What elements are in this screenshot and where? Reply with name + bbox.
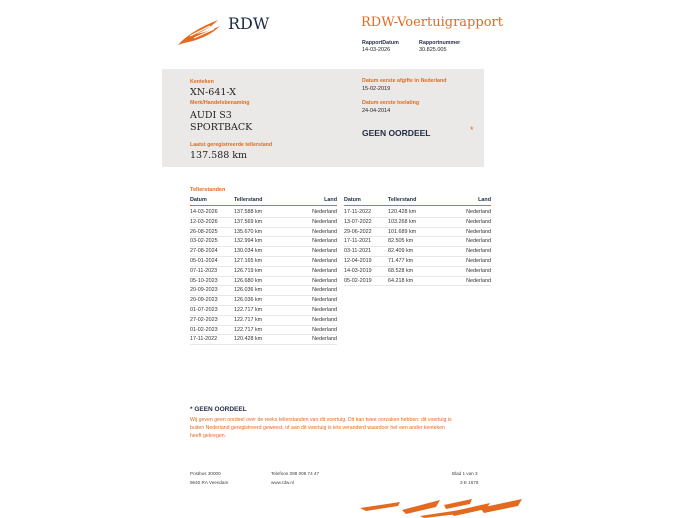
footer-city: 9640 RA Veendam xyxy=(190,480,229,485)
table-row xyxy=(190,217,337,227)
row-date: 29-06-2022 xyxy=(344,228,372,235)
footer-phone: Telefoon 088 008 74 47 xyxy=(271,471,320,476)
footer-web[interactable]: www.rdw.nl xyxy=(271,480,294,485)
note-line-1: Wij geven geen oordeel over de reeks tellerstanden van dit voertuig. Dit kan twee oorzaken hebben: dit voertuig is xyxy=(190,417,452,423)
row-country: Nederland xyxy=(312,258,337,264)
row-date: 01-07-2023 xyxy=(190,307,218,313)
row-country: Nederland xyxy=(312,248,337,255)
table-row xyxy=(190,285,337,295)
row-odometer: 127.165 km xyxy=(234,258,263,264)
rdw-feather-logo-icon xyxy=(176,14,224,48)
header-odometer: Tellerstand xyxy=(234,197,263,203)
row-country: Nederland xyxy=(466,277,491,284)
row-date: 17-11-2022 xyxy=(190,336,218,343)
row-date: 14-03-2026 xyxy=(190,209,218,215)
table-row xyxy=(344,276,491,286)
header-rule xyxy=(344,205,491,206)
table-row xyxy=(344,207,491,217)
plate-label: Kenteken xyxy=(190,79,214,85)
row-country: Nederland xyxy=(466,228,491,235)
first-admission-value: 24-04-2014 xyxy=(362,108,391,114)
row-date: 05-10-2023 xyxy=(190,277,218,284)
row-odometer: 126.036 km xyxy=(234,297,263,304)
row-country: Nederland xyxy=(466,258,491,264)
row-date: 12-03-2026 xyxy=(190,218,218,225)
rdw-logo xyxy=(176,14,276,48)
row-odometer: 130.034 km xyxy=(234,248,263,255)
row-country: Nederland xyxy=(312,228,337,235)
row-date: 20-09-2023 xyxy=(190,287,218,294)
row-odometer: 126.036 km xyxy=(234,287,263,294)
table-row xyxy=(190,295,337,305)
row-country: Nederland xyxy=(466,238,491,245)
row-country: Nederland xyxy=(312,297,337,304)
row-date: 03-11-2021 xyxy=(344,248,372,255)
header-country: Land xyxy=(478,197,491,203)
table-row xyxy=(190,305,337,315)
row-odometer: 135.670 km xyxy=(234,228,263,235)
row-country: Nederland xyxy=(312,218,337,225)
row-date: 13-07-2022 xyxy=(344,218,372,225)
row-date: 26-08-2025 xyxy=(190,228,218,235)
row-odometer: 82.409 km xyxy=(388,248,414,255)
logo-text: RDW xyxy=(228,14,270,33)
row-divider xyxy=(344,285,491,286)
readings-title: Tellerstanden xyxy=(190,187,226,193)
row-date: 01-02-2023 xyxy=(190,326,218,333)
row-country: Nederland xyxy=(312,336,337,343)
table-row xyxy=(190,256,337,266)
note-line-3: heeft gekregen. xyxy=(190,433,227,439)
table-row xyxy=(344,217,491,227)
footer-po-box: Postbus 30000 xyxy=(190,471,221,476)
row-date: 27-08-2024 xyxy=(190,248,218,255)
row-odometer: 137.569 km xyxy=(234,218,263,225)
row-country: Nederland xyxy=(312,316,337,323)
row-odometer: 122.717 km xyxy=(234,316,263,323)
note-line-2: buiten Nederland geregistreerd geweest, of aan dit voertuig is iets veranderd waardoor het een ander kenteken xyxy=(190,425,445,431)
row-date: 05-01-2024 xyxy=(190,258,218,264)
verdict: GEEN OORDEEL xyxy=(362,128,431,138)
row-country: Nederland xyxy=(312,209,337,215)
row-odometer: 71.477 km xyxy=(388,258,414,264)
row-odometer: 122.717 km xyxy=(234,307,263,313)
row-date: 20-09-2023 xyxy=(190,297,218,304)
row-country: Nederland xyxy=(312,277,337,284)
footer-page: Blad 1 van 3 xyxy=(452,471,478,476)
row-country: Nederland xyxy=(466,248,491,255)
table-row xyxy=(190,276,337,286)
row-odometer: 126.719 km xyxy=(234,267,263,274)
first-registration-nl-label: Datum eerste afgifte in Nederland xyxy=(362,78,447,84)
table-row xyxy=(190,246,337,256)
row-country: Nederland xyxy=(466,218,491,225)
report-number-label: Rapportnummer xyxy=(419,40,461,46)
row-date: 03-02-2025 xyxy=(190,238,218,245)
table-row xyxy=(344,246,491,256)
report-number-value: 30.825.005 xyxy=(419,47,447,53)
row-country: Nederland xyxy=(466,209,491,215)
row-country: Nederland xyxy=(312,238,337,245)
table-header xyxy=(190,195,337,205)
brand-line-1: AUDI S3 xyxy=(190,110,232,121)
row-date: 05-02-2019 xyxy=(344,277,372,284)
table-header xyxy=(344,195,491,205)
row-odometer: 103.268 km xyxy=(388,218,417,225)
table-row xyxy=(190,207,337,217)
row-date: 14-03-2019 xyxy=(344,267,372,274)
verdict-asterisk: * xyxy=(470,125,474,135)
row-country: Nederland xyxy=(466,267,491,274)
row-date: 07-11-2023 xyxy=(190,267,218,274)
table-row xyxy=(344,256,491,266)
row-divider xyxy=(190,344,337,345)
row-odometer: 122.717 km xyxy=(234,326,263,333)
table-row xyxy=(190,266,337,276)
report-title: RDW-Voertuigrapport xyxy=(361,15,503,30)
row-date: 17-11-2022 xyxy=(344,209,372,215)
row-country: Nederland xyxy=(312,307,337,313)
table-row xyxy=(190,334,337,344)
odometer-value: 137.588 km xyxy=(190,150,248,161)
rdw-stripes-icon xyxy=(360,496,525,518)
plate-value: XN-641-X xyxy=(190,87,237,98)
row-odometer: 120.428 km xyxy=(234,336,263,343)
row-odometer: 82.505 km xyxy=(388,238,414,245)
row-odometer: 132.994 km xyxy=(234,238,263,245)
header-date: Datum xyxy=(344,197,361,203)
table-row xyxy=(190,315,337,325)
table-row xyxy=(190,325,337,335)
odometer-label: Laatst geregistreerde tellerstand xyxy=(190,142,273,148)
table-row xyxy=(344,227,491,237)
vehicle-panel xyxy=(162,69,484,167)
brand-label: Merk/Handelsbenaming xyxy=(190,100,250,106)
header-odometer: Tellerstand xyxy=(388,197,417,203)
row-odometer: 68.528 km xyxy=(388,267,414,274)
header-country: Land xyxy=(324,197,337,203)
row-country: Nederland xyxy=(312,267,337,274)
table-row xyxy=(344,266,491,276)
report-date-value: 14-03-2026 xyxy=(362,47,391,53)
first-registration-nl-value: 15-02-2019 xyxy=(362,86,391,92)
readings-table-right xyxy=(344,195,491,295)
first-admission-label: Datum eerste toelating xyxy=(362,100,420,106)
table-row xyxy=(344,236,491,246)
table-row xyxy=(190,227,337,237)
row-date: 17-11-2021 xyxy=(344,238,372,245)
readings-table-left xyxy=(190,195,337,345)
row-odometer: 64.218 km xyxy=(388,277,414,284)
report-date-label: RapportDatum xyxy=(362,40,399,46)
row-country: Nederland xyxy=(312,287,337,294)
row-odometer: 126.680 km xyxy=(234,277,263,284)
row-odometer: 137.588 km xyxy=(234,209,263,215)
row-date: 12-04-2019 xyxy=(344,258,372,264)
footer-code: 3 E 1678 xyxy=(460,480,479,485)
row-odometer: 101.689 km xyxy=(388,228,417,235)
row-country: Nederland xyxy=(312,326,337,333)
header-rule xyxy=(190,205,337,206)
row-date: 27-02-2023 xyxy=(190,316,218,323)
row-odometer: 120.428 km xyxy=(388,209,417,215)
table-row xyxy=(190,236,337,246)
header-date: Datum xyxy=(190,197,207,203)
brand-line-2: SPORTBACK xyxy=(190,122,253,133)
note-title: * GEEN OORDEEL xyxy=(190,406,247,413)
